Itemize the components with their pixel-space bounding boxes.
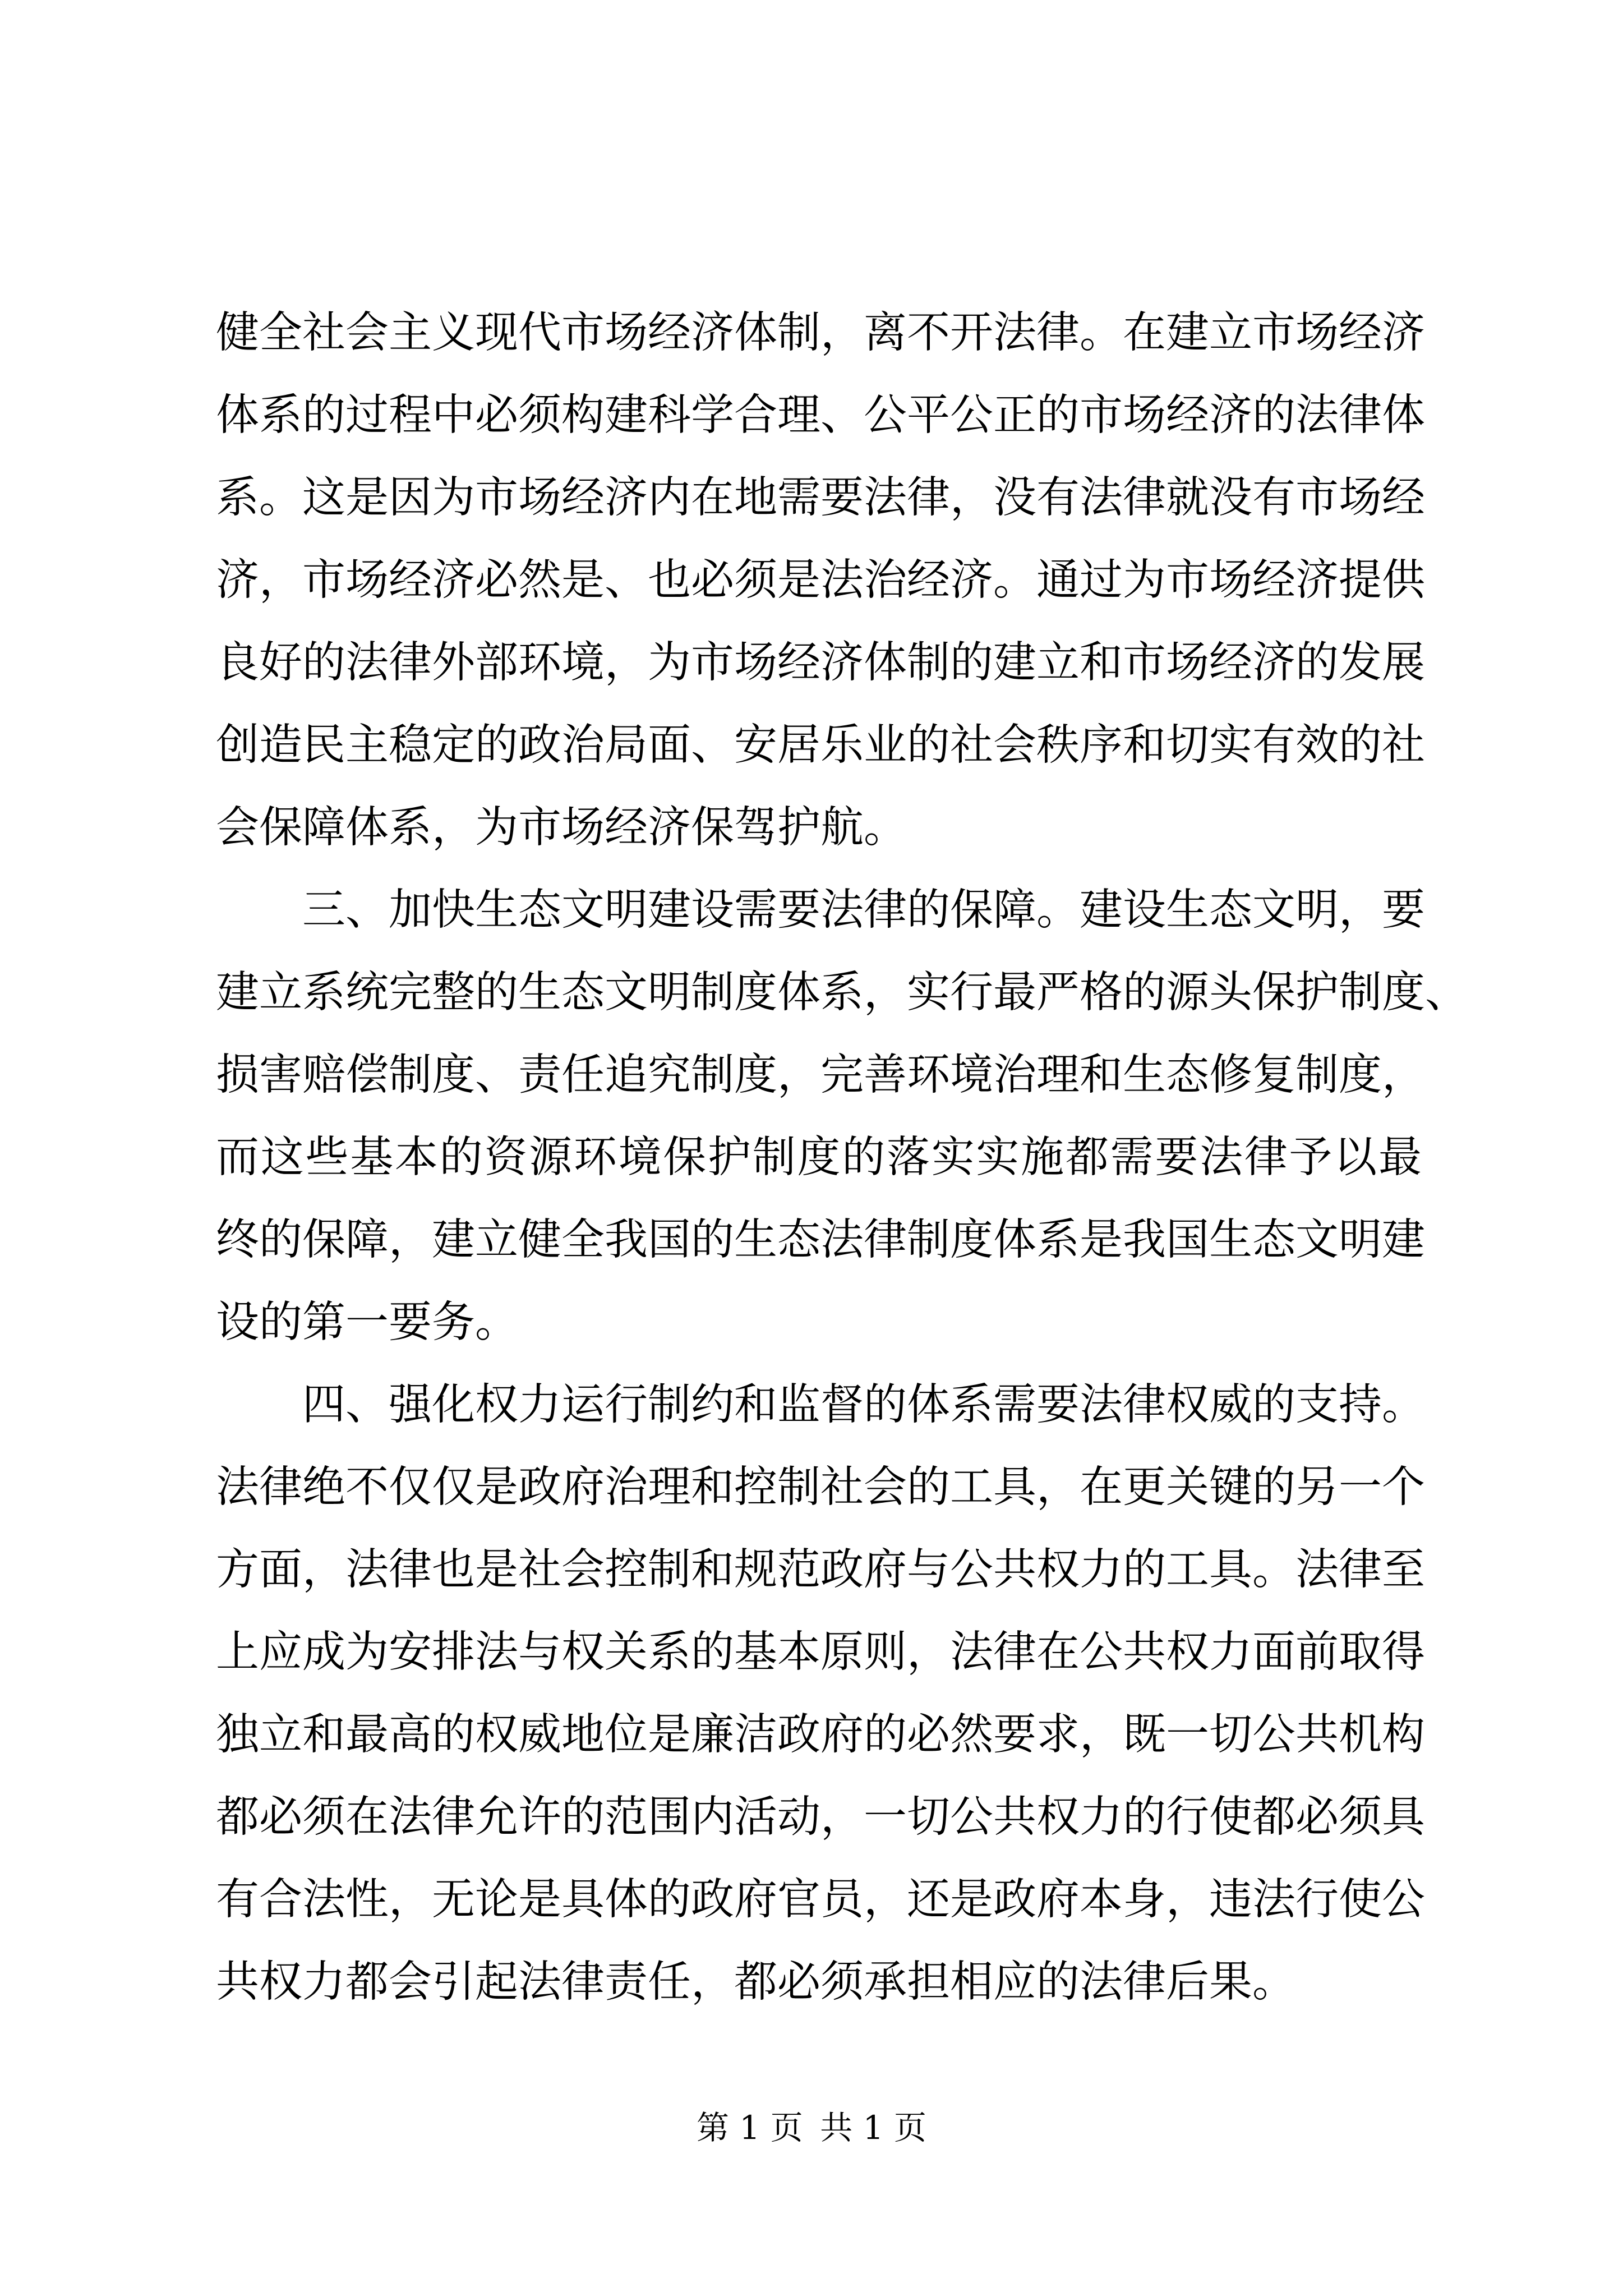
- text-line: 方面，法律也是社会控制和规范政府与公共权力的工具。法律至: [216, 1545, 1425, 1595]
- text-line: 上应成为安排法与权关系的基本原则，法律在公共权力面前取得: [216, 1627, 1425, 1677]
- text-line: 独立和最高的权威地位是廉洁政府的必然要求，既一切公共机构: [216, 1710, 1425, 1760]
- text-line: 健全社会主义现代市场经济体制，离不开法律。在建立市场经济: [216, 308, 1425, 358]
- paragraph-ecological-civilization: [216, 869, 1468, 1364]
- text-line: 建立系统完整的生态文明制度体系，实行最严格的源头保护制度、: [216, 968, 1468, 1018]
- text-line: 法律绝不仅仅是政府治理和控制社会的工具，在更关键的另一个: [216, 1462, 1425, 1512]
- paragraph-market-economy: [216, 292, 1425, 869]
- text-line: 三、加快生态文明建设需要法律的保障。建设生态文明，要: [302, 885, 1425, 935]
- paragraph-power-supervision: [216, 1364, 1425, 2023]
- page-total: 共 1 页: [820, 2109, 926, 2147]
- document-body: [216, 292, 1468, 2023]
- text-line: 而这些基本的资源环境保护制度的落实实施都需要法律予以最: [216, 1133, 1422, 1182]
- text-line: 四、强化权力运行制约和监督的体系需要法律权威的支持。: [302, 1380, 1425, 1430]
- text-line: 济，市场经济必然是、也必须是法治经济。通过为市场经济提供: [216, 555, 1425, 605]
- text-line: 设的第一要务。: [216, 1297, 518, 1347]
- text-line: 良好的法律外部环境，为市场经济体制的建立和市场经济的发展: [216, 638, 1425, 688]
- page-number: 第 1 页: [697, 2109, 803, 2147]
- page-footer: [0, 2108, 1623, 2147]
- text-line: 都必须在法律允许的范围内活动，一切公共权力的行使都必须具: [216, 1792, 1425, 1842]
- text-line: 终的保障，建立健全我国的生态法律制度体系是我国生态文明建: [216, 1215, 1425, 1265]
- text-line: 共权力都会引起法律责任，都必须承担相应的法律后果。: [216, 1957, 1295, 2007]
- text-line: 有合法性，无论是具体的政府官员，还是政府本身，违法行使公: [216, 1875, 1425, 1925]
- text-line: 会保障体系，为市场经济保驾护航。: [216, 803, 907, 853]
- text-line: 体系的过程中必须构建科学合理、公平公正的市场经济的法律体: [216, 390, 1425, 440]
- text-line: 创造民主稳定的政治局面、安居乐业的社会秩序和切实有效的社: [216, 720, 1425, 770]
- text-line: 系。这是因为市场经济内在地需要法律，没有法律就没有市场经: [216, 473, 1425, 523]
- text-line: 损害赔偿制度、责任追究制度，完善环境治理和生态修复制度，: [216, 1050, 1425, 1100]
